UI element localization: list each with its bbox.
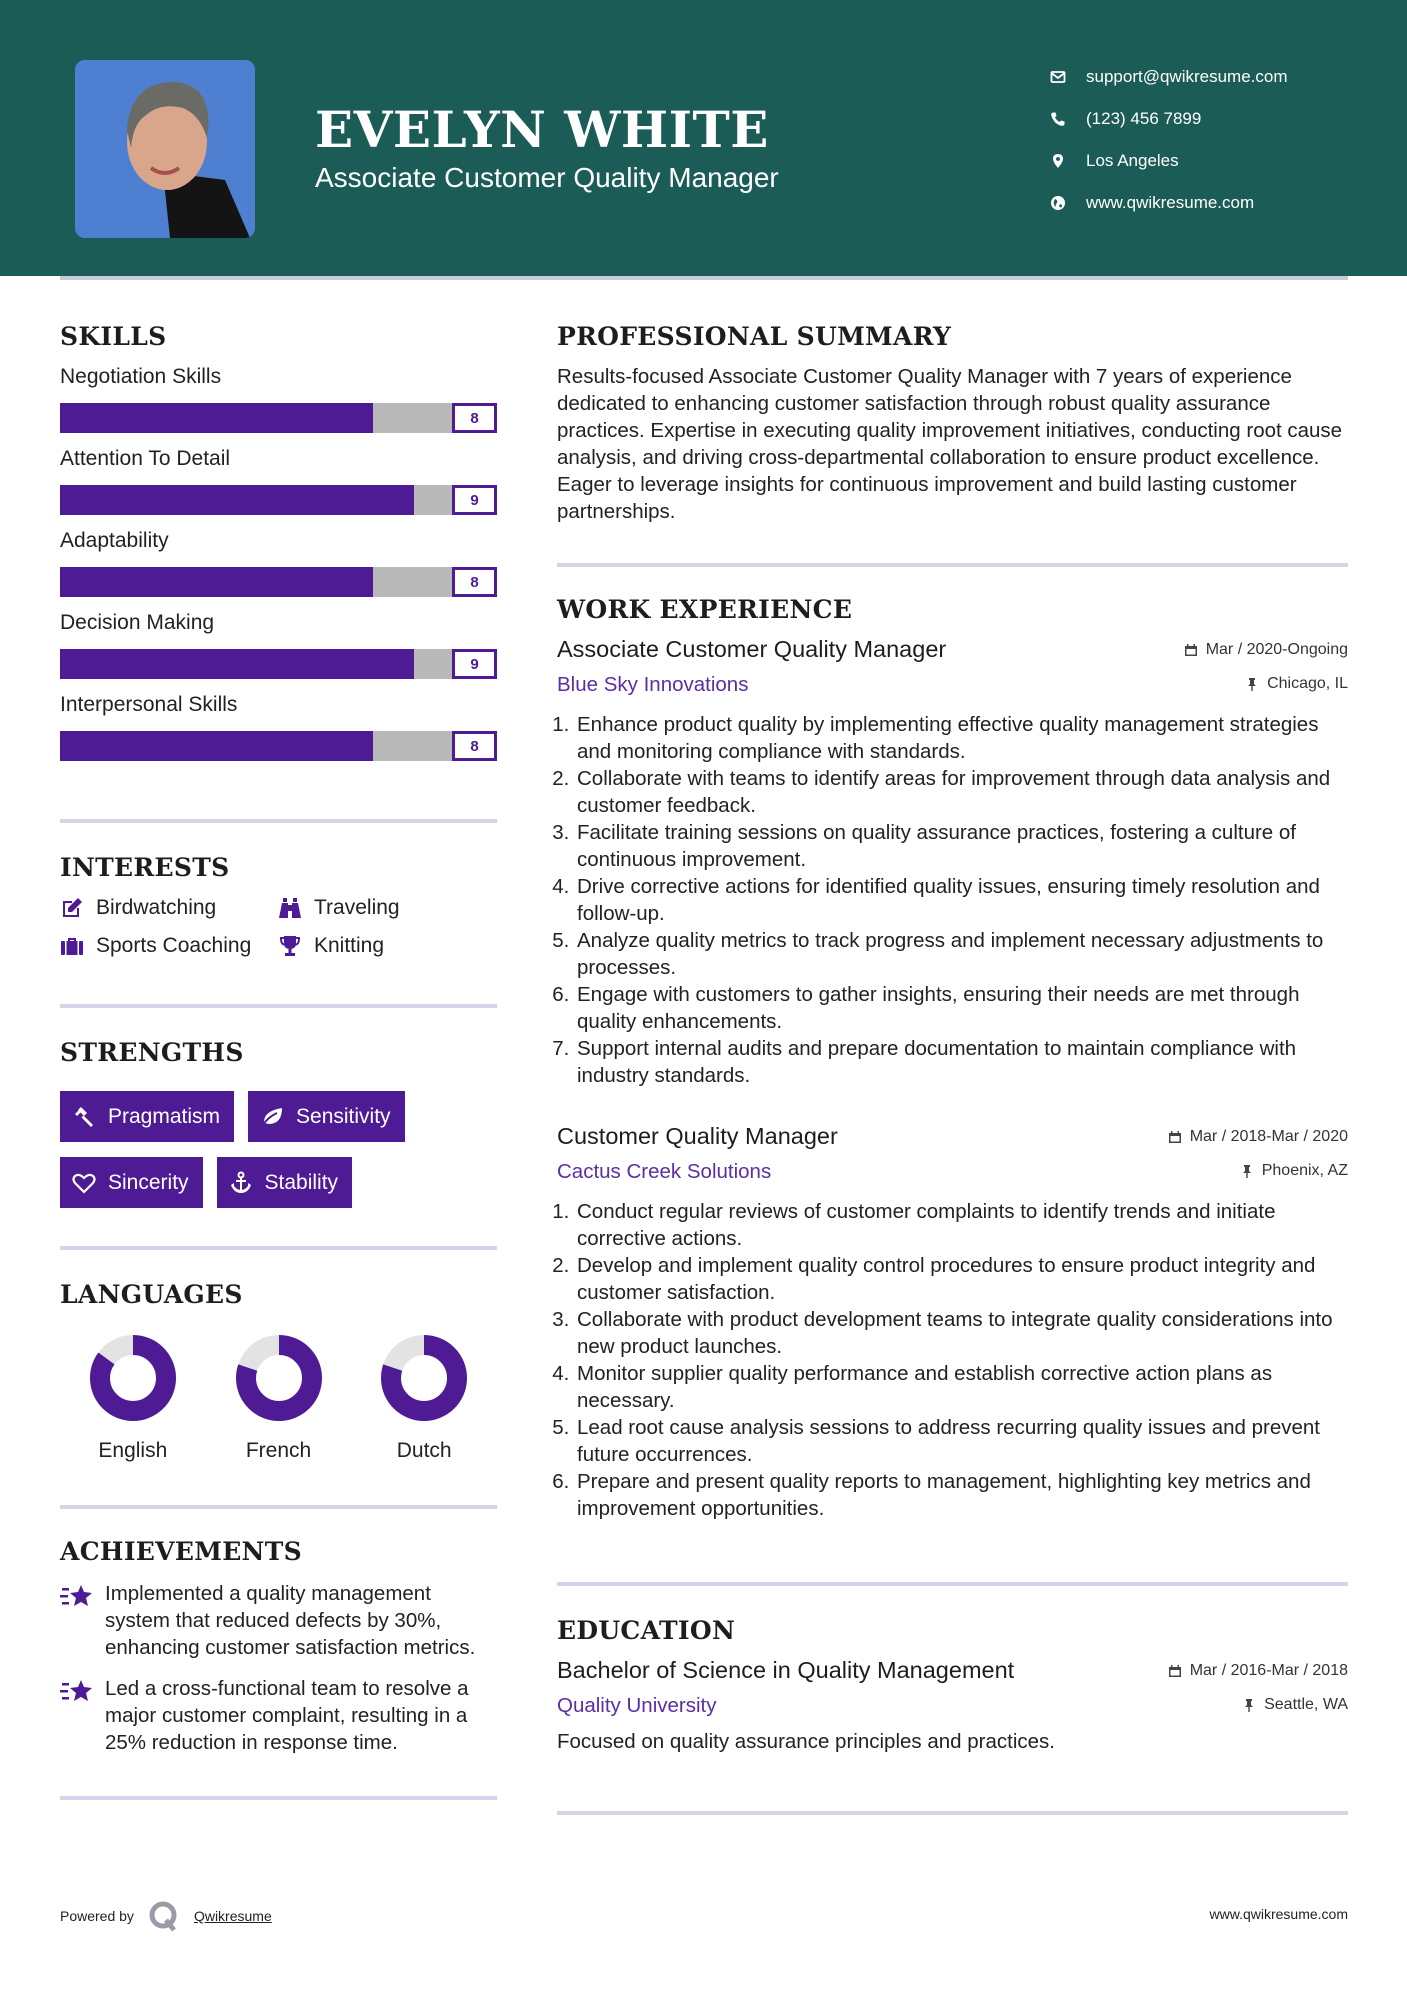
job-entry	[557, 636, 1348, 1089]
strength-label: Sensitivity	[296, 1104, 391, 1128]
candidate-title: Associate Customer Quality Manager	[315, 162, 779, 193]
job-dates: Mar / 2018-Mar / 2020	[1189, 1128, 1348, 1145]
skill-item	[60, 529, 497, 597]
contact-email[interactable]	[1050, 56, 1288, 98]
education-entry	[557, 1657, 1348, 1755]
strength-tag	[60, 1091, 234, 1142]
left-column	[60, 322, 497, 1800]
skill-label: Adaptability	[60, 529, 169, 552]
skill-value: 8	[452, 567, 497, 597]
duty-list	[557, 1198, 1348, 1522]
skill-fill	[60, 485, 414, 515]
calendar-icon	[1168, 1664, 1182, 1678]
section-divider	[60, 1796, 497, 1800]
skill-bar	[60, 731, 497, 761]
duty-item: 2. Develop and implement quality control procedures to ensure product integrity and customer satisfaction.	[575, 1252, 1348, 1306]
trophy-icon	[278, 934, 302, 958]
briefcase-icon	[60, 934, 84, 958]
qwikresume-link[interactable]: Qwikresume	[193, 1908, 272, 1924]
education-dates: Mar / 2016-Mar / 2018	[1189, 1662, 1348, 1679]
interest-label: Birdwatching	[96, 896, 217, 919]
summary-heading: PROFESSIONAL SUMMARY	[557, 322, 952, 351]
pushpin-icon	[1242, 1698, 1256, 1712]
section-divider	[60, 819, 497, 823]
language-label: Dutch	[396, 1439, 452, 1462]
profile-photo	[75, 60, 255, 238]
resume-header	[0, 0, 1407, 276]
language-donut-chart	[236, 1335, 322, 1421]
duty-item: 6. Prepare and present quality reports to management, highlighting key metrics and improvement opportunities.	[575, 1468, 1348, 1522]
contact-phone[interactable]	[1050, 98, 1288, 140]
education-heading: EDUCATION	[557, 1616, 736, 1645]
skill-bar	[60, 649, 497, 679]
skill-item	[60, 611, 497, 679]
skill-bar	[60, 403, 497, 433]
skill-fill	[60, 731, 373, 761]
skill-item	[60, 447, 497, 515]
interest-label: Knitting	[314, 934, 385, 957]
strengths-list	[60, 1091, 497, 1208]
contact-email-text: support@qwikresume.com	[1086, 67, 1288, 86]
job-title: Associate Customer Quality Manager	[557, 636, 947, 662]
job-dates: Mar / 2020-Ongoing	[1205, 641, 1348, 658]
pushpin-icon	[1245, 677, 1259, 691]
interests-list	[60, 896, 497, 958]
pushpin-icon	[1240, 1164, 1254, 1178]
powered-by-text: Powered by	[60, 1908, 134, 1924]
language-label: French	[245, 1439, 312, 1462]
portrait-image	[75, 60, 255, 238]
header-divider	[60, 276, 1348, 280]
right-column	[557, 322, 1348, 1815]
skill-label: Decision Making	[60, 611, 215, 634]
job-location: Chicago, IL	[1267, 675, 1348, 692]
strengths-heading: STRENGTHS	[60, 1038, 244, 1067]
achievement-text: Implemented a quality management system that reduced defects by 30%, enhancing customer satisfaction metrics.	[105, 1582, 476, 1659]
skill-value: 9	[452, 485, 497, 515]
interest-label: Sports Coaching	[96, 934, 252, 957]
duty-item: 3. Facilitate training sessions on quality assurance practices, fostering a culture of continuous improvement.	[575, 819, 1348, 873]
skill-fill	[60, 403, 373, 433]
skill-fill	[60, 567, 373, 597]
summary-text: Results-focused Associate Customer Quality Manager with 7 years of experience dedicated to enhancing customer satisfaction through robust quality assurance practices. Expertise in executing quality improvement initiatives, conducting root cause analysis, and driving cross-departmental collaboration to ensure product excellence. Eager to leverage insights for continuous improvement and build lasting customer partnerships.	[557, 365, 1343, 523]
language-item	[206, 1335, 352, 1463]
section-divider	[557, 1582, 1348, 1586]
contact-location	[1050, 140, 1288, 182]
skill-item	[60, 365, 497, 433]
job-entry	[557, 1123, 1348, 1522]
language-label: English	[98, 1439, 168, 1462]
qwikresume-logo-icon	[148, 1900, 180, 1932]
interest-label: Traveling	[314, 896, 400, 919]
calendar-icon	[1168, 1130, 1182, 1144]
globe-icon	[1050, 195, 1086, 211]
achievement-item	[60, 1580, 497, 1661]
shooting-star-icon	[60, 1582, 94, 1612]
education-description: Focused on quality assurance principles and practices.	[557, 1730, 1055, 1753]
leaf-icon	[260, 1105, 284, 1129]
job-title: Customer Quality Manager	[557, 1123, 838, 1149]
skill-label: Negotiation Skills	[60, 365, 222, 388]
interest-item	[60, 934, 278, 958]
duty-list	[557, 711, 1348, 1089]
skill-value: 8	[452, 731, 497, 761]
strength-tag	[217, 1157, 353, 1208]
degree-title: Bachelor of Science in Quality Management	[557, 1657, 1015, 1683]
achievements-heading: ACHIEVEMENTS	[60, 1537, 302, 1566]
experience-heading: WORK EXPERIENCE	[557, 595, 853, 624]
duty-item: 5. Analyze quality metrics to track progress and implement necessary adjustments to processes.	[575, 927, 1348, 981]
duty-item: 4. Drive corrective actions for identified quality issues, ensuring timely resolution and follow-up.	[575, 873, 1348, 927]
contact-list	[1050, 56, 1288, 224]
phone-icon	[1050, 111, 1086, 127]
section-divider	[60, 1246, 497, 1250]
language-item	[351, 1335, 497, 1463]
achievement-text: Led a cross-functional team to resolve a major customer complaint, resulting in a 25% reduction in response time.	[105, 1677, 469, 1754]
candidate-name: EVELYN WHITE	[315, 100, 769, 159]
duty-item: 6. Engage with customers to gather insights, ensuring their needs are met through quality enhancements.	[575, 981, 1348, 1035]
duty-item: 4. Monitor supplier quality performance and establish corrective action plans as necessary.	[575, 1360, 1348, 1414]
footer-website[interactable]: www.qwikresume.com	[1209, 1906, 1348, 1922]
envelope-icon	[1050, 69, 1086, 85]
language-donut-chart	[90, 1335, 176, 1421]
languages-list	[60, 1335, 497, 1463]
strength-label: Stability	[264, 1170, 339, 1194]
achievement-item	[60, 1675, 497, 1756]
skill-bar	[60, 485, 497, 515]
contact-location-text: Los Angeles	[1086, 151, 1179, 170]
skill-value: 9	[452, 649, 497, 679]
strength-tag	[60, 1157, 203, 1208]
anchor-icon	[229, 1171, 253, 1195]
contact-website-text: www.qwikresume.com	[1086, 193, 1255, 212]
duty-item: 3. Collaborate with product development teams to integrate quality considerations into new product launches.	[575, 1306, 1348, 1360]
duty-item: 1. Enhance product quality by implementing effective quality management strategies and monitoring compliance with standards.	[575, 711, 1348, 765]
strength-tag	[248, 1091, 405, 1142]
skill-fill	[60, 649, 414, 679]
section-divider	[60, 1505, 497, 1509]
shooting-star-icon	[60, 1677, 94, 1707]
strength-label: Sincerity	[108, 1170, 189, 1194]
heart-icon	[72, 1171, 96, 1195]
skills-heading: SKILLS	[60, 322, 167, 351]
job-location: Phoenix, AZ	[1261, 1162, 1348, 1179]
interest-item	[278, 896, 478, 920]
section-divider	[60, 1004, 497, 1008]
duty-item: 2. Collaborate with teams to identify areas for improvement through data analysis and customer feedback.	[575, 765, 1348, 819]
skill-label: Interpersonal Skills	[60, 693, 238, 716]
duty-item: 5. Lead root cause analysis sessions to address recurring quality issues and prevent future occurrences.	[575, 1414, 1348, 1468]
interests-heading: INTERESTS	[60, 853, 230, 882]
strength-label: Pragmatism	[108, 1104, 221, 1128]
edit-icon	[60, 896, 84, 920]
interest-item	[278, 934, 478, 958]
map-pin-icon	[1050, 153, 1086, 169]
interest-item	[60, 896, 278, 920]
skill-value: 8	[452, 403, 497, 433]
skill-label: Attention To Detail	[60, 447, 231, 470]
binoculars-icon	[278, 896, 302, 920]
company-name: Blue Sky Innovations	[557, 673, 749, 696]
contact-website[interactable]	[1050, 182, 1288, 224]
company-name: Cactus Creek Solutions	[557, 1160, 772, 1183]
duty-item: 7. Support internal audits and prepare documentation to maintain compliance with industry standards.	[575, 1035, 1348, 1089]
language-donut-chart	[381, 1335, 467, 1421]
footer-powered-by	[60, 1900, 272, 1932]
section-divider	[557, 1811, 1348, 1815]
school-name: Quality University	[557, 1694, 717, 1717]
skill-bar	[60, 567, 497, 597]
section-divider	[557, 563, 1348, 567]
skill-item	[60, 693, 497, 761]
skills-list	[60, 365, 497, 761]
contact-phone-text: (123) 456 7899	[1086, 109, 1202, 128]
education-location: Seattle, WA	[1264, 1696, 1348, 1713]
duty-item: 1. Conduct regular reviews of customer complaints to identify trends and initiate corrective actions.	[575, 1198, 1348, 1252]
languages-heading: LANGUAGES	[60, 1280, 243, 1309]
gavel-icon	[72, 1105, 96, 1129]
calendar-icon	[1184, 643, 1198, 657]
language-item	[60, 1335, 206, 1463]
